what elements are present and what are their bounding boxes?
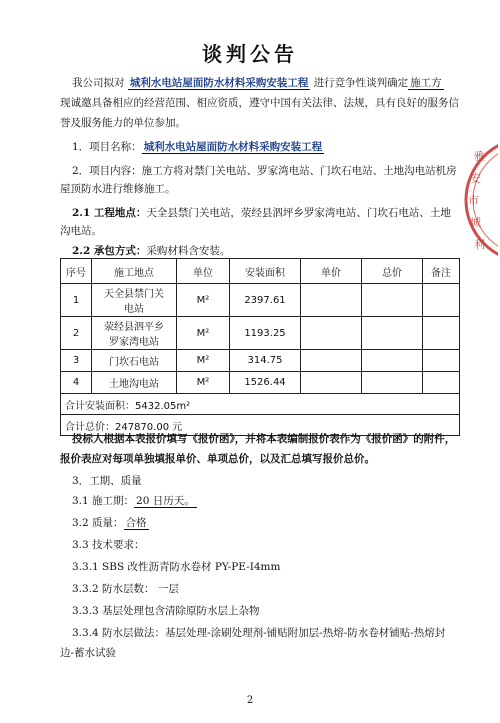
header-no: 序号 bbox=[61, 259, 92, 284]
intro-line-1: 我公司拟对 城利水电站屋面防水材料采购安装工程 进行竞争性谈判确定 施工方 bbox=[72, 77, 442, 89]
section-3-3-2: 3.3.2 防水层数： 一层 bbox=[72, 583, 179, 595]
section-2-2: 2.2 承包方式：采购材料含安装。 bbox=[72, 245, 231, 257]
svg-text:雅: 雅 bbox=[474, 150, 485, 163]
section-2-line-2: 屋顶防水进行维修施工。 bbox=[60, 183, 176, 195]
section-3-3-1: 3.3.1 SBS 改性沥青防水卷材 PY-PE-I4mm bbox=[72, 561, 281, 573]
notice-line-2: 报价表应对每项单独填报单价、单项总价，以及汇总填写报价总价。 bbox=[60, 453, 375, 465]
total-area-row: 合计安装面积：5432.05m² bbox=[61, 394, 460, 415]
duration-value: 20 日历天。 bbox=[136, 495, 195, 507]
section-3-1: 3.1 施工期： 20 日历天。 bbox=[72, 495, 195, 507]
header-total-price: 总价 bbox=[362, 259, 423, 284]
section-2-1-line-1: 2.1 工程地点：天全县禁门关电站，荥经县泗坪乡罗家湾电站、门坎石电站、土地 bbox=[72, 207, 451, 219]
header-place: 施工地点 bbox=[92, 259, 177, 284]
section-1: 1．项目名称： 城利水电站屋面防水材料采购安装工程 bbox=[72, 141, 323, 153]
header-unit-price: 单价 bbox=[301, 259, 362, 284]
page-number: 2 bbox=[246, 695, 254, 706]
table-row: 4 土地沟电站 M² 1526.44 bbox=[61, 372, 460, 394]
intro-project-name: 城利水电站屋面防水材料采购安装工程 bbox=[129, 77, 309, 89]
red-seal-stamp bbox=[458, 110, 498, 290]
svg-text:安: 安 bbox=[470, 172, 481, 185]
total-price-row: 合计总价：247870.00 元 bbox=[61, 415, 460, 436]
notice-line-1: 投标人根据本表报价填写《报价函》，并将本表编制报价表作为《报价函》的附件， bbox=[72, 433, 456, 445]
table-row: 3 门坎石电站 M² 314.75 bbox=[61, 350, 460, 372]
table-row: 2 荥经县泗平乡 罗家湾电站 M² 1193.25 bbox=[61, 317, 460, 350]
project-name: 城利水电站屋面防水材料采购安装工程 bbox=[143, 141, 323, 153]
table-header-row bbox=[61, 259, 460, 284]
intro-line-3: 誉及服务能力的单位参加。 bbox=[60, 117, 186, 129]
section-3-2: 3.2 质量： 合格 bbox=[72, 517, 147, 529]
header-unit: 单位 bbox=[177, 259, 230, 284]
section-3-3-4-line-1: 3.3.4 防水层做法：基层处理-涂刷处理剂-铺贴附加层-热熔-防水卷材铺贴-热熔封 bbox=[72, 627, 446, 639]
section-3-3: 3.3 技术要求： bbox=[72, 539, 145, 551]
svg-text:市: 市 bbox=[468, 194, 479, 207]
section-3: 3．工期、质量 bbox=[72, 475, 142, 487]
quality-value: 合格 bbox=[125, 517, 147, 529]
section-2-line-1: 2．项目内容：施工方将对禁门关电站、罗家湾电站、门坎石电站、土地沟电站机房 bbox=[72, 165, 457, 177]
section-3-3-4-line-2: 边-蓄水试验 bbox=[60, 647, 117, 659]
quantity-table bbox=[60, 258, 460, 436]
svg-text:城: 城 bbox=[470, 216, 481, 229]
header-remark: 备注 bbox=[423, 259, 460, 284]
page-title: 谈判公告 bbox=[202, 42, 298, 66]
section-3-3-3: 3.3.3 基层处理包含清除原防水层上杂物 bbox=[72, 605, 260, 617]
section-2-1-line-2: 沟电站。 bbox=[60, 225, 102, 237]
intro-line-2: 现诚邀具备相应的经营范围、相应资质，遵守中国有关法律、法规，具有良好的服务信 bbox=[60, 97, 459, 109]
table-row: 1 天全县禁门关 电站 M² 2397.61 bbox=[61, 284, 460, 317]
svg-text:利: 利 bbox=[474, 238, 485, 251]
header-area: 安装面积 bbox=[230, 259, 301, 284]
